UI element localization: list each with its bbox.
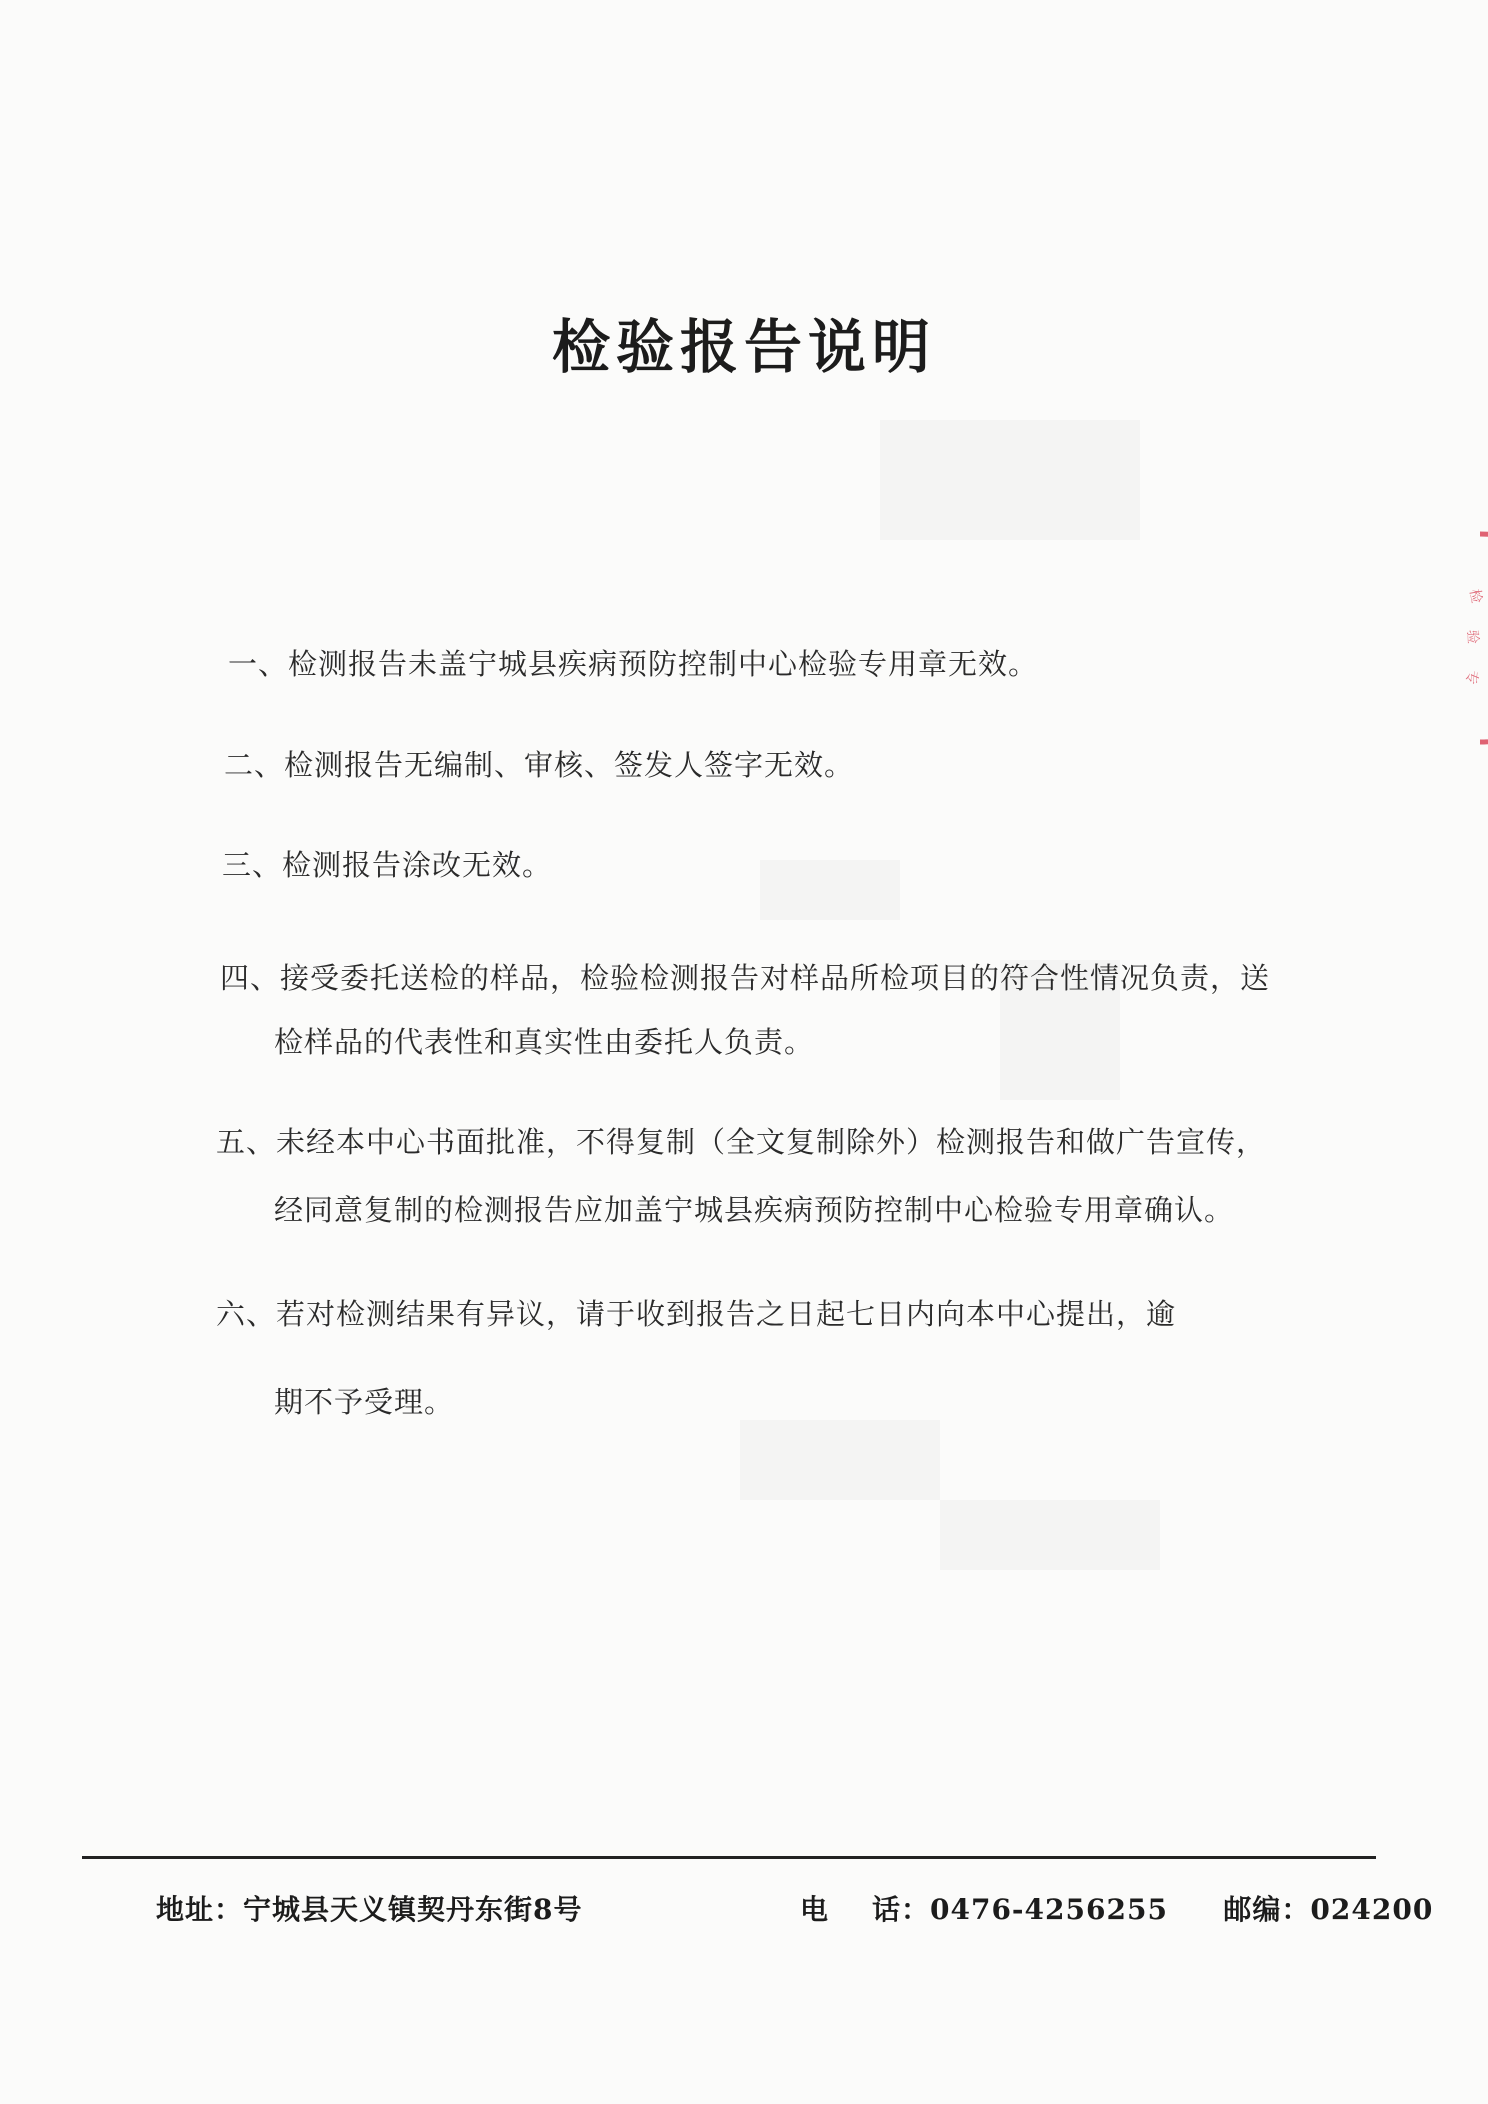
clause-5-line-1: 五、未经本中心书面批准，不得复制（全文复制除外）检测报告和做广告宣传， [216, 1125, 1267, 1159]
svg-text:检: 检 [1466, 587, 1485, 605]
footer-contact [800, 1888, 1433, 1928]
clause-1-line-1: 一、检测报告未盖宁城县疾病预防控制中心检验专用章无效。 [228, 647, 1039, 681]
svg-text:验: 验 [1464, 629, 1481, 645]
page-title: 检验报告说明 [551, 313, 936, 381]
clause-4-line-1: 四、接受委托送检的样品，检验检测报告对样品所检项目的符合性情况负责，送 [220, 961, 1271, 995]
partial-seal-stamp [1428, 530, 1488, 750]
clause-6-line-2: 期不予受理。 [274, 1385, 455, 1419]
footer-address: 地址：宁城县天义镇契丹东街8号 [156, 1893, 583, 1926]
clause-3-line-1: 三、检测报告涂改无效。 [222, 848, 553, 882]
footer-phone: 电 话：0476-4256255 [800, 1893, 1168, 1926]
clause-6-line-1: 六、若对检测结果有异议，请于收到报告之日起七日内向本中心提出，逾 [216, 1297, 1177, 1331]
clause-2-line-1: 二、检测报告无编制、审核、签发人签字无效。 [224, 748, 855, 782]
clause-4-line-2: 检样品的代表性和真实性由委托人负责。 [274, 1025, 815, 1059]
clause-5-line-2: 经同意复制的检测报告应加盖宁城县疾病预防控制中心检验专用章确认。 [274, 1193, 1235, 1227]
footer-postcode: 邮编：024200 [1223, 1893, 1434, 1926]
footer-divider [82, 1856, 1376, 1859]
svg-text:专: 专 [1462, 669, 1480, 686]
